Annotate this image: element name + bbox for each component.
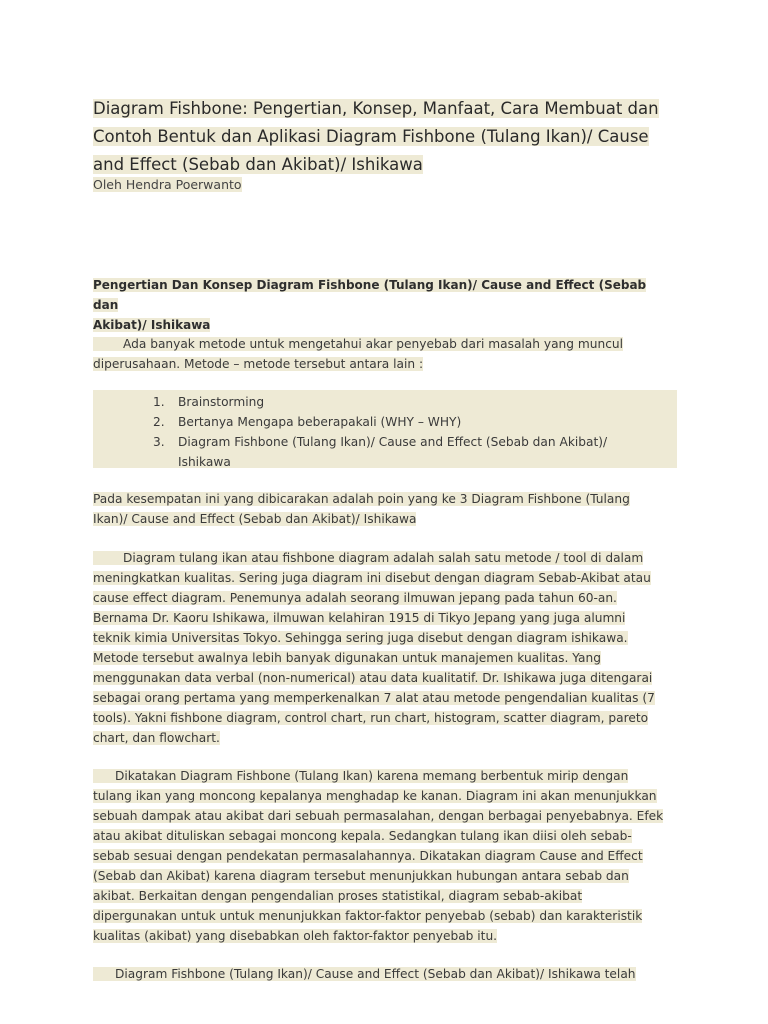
methods-list	[153, 392, 673, 472]
paragraph-line: Diagram Fishbone (Tulang Ikan)/ Cause and Effect (Sebab dan Akibat)/ Ishikawa telah	[115, 967, 636, 981]
list-item-text: Ishikawa	[178, 455, 231, 469]
section-heading	[93, 275, 653, 335]
document-title	[93, 95, 683, 179]
author-name: Oleh Hendra Poerwanto	[93, 177, 242, 192]
paragraph-line: kualitas (akibat) yang disebabkan oleh faktor-faktor penyebab itu.	[93, 929, 498, 943]
section-heading-line: Akibat)/ Ishikawa	[93, 318, 211, 332]
paragraph-line: sebagai orang pertama yang memperkenalkan 7 alat atau metode pengendalian kualitas (7	[93, 691, 655, 705]
paragraph-line: Dikatakan Diagram Fishbone (Tulang Ikan) karena memang berbentuk mirip dengan	[115, 769, 629, 783]
list-item-text: Diagram Fishbone (Tulang Ikan)/ Cause and Effect (Sebab dan Akibat)/	[178, 435, 608, 449]
title-line: Contoh Bentuk dan Aplikasi Diagram Fishbone (Tulang Ikan)/ Cause	[93, 127, 649, 146]
section-heading-line: Pengertian Dan Konsep Diagram Fishbone (Tulang Ikan)/ Cause and Effect (Sebab dan	[93, 278, 647, 312]
paragraph-line: (Sebab dan Akibat) karena diagram tersebut menunjukkan hubungan antara sebab dan	[93, 869, 629, 883]
paragraph-line: chart, dan flowchart.	[93, 731, 220, 745]
list-item-text: Bertanya Mengapa beberapakali (WHY – WHY)	[178, 415, 462, 429]
author-byline	[93, 176, 242, 194]
paragraph-line: diperusahaan. Metode – metode tersebut antara lain :	[93, 357, 424, 371]
paragraph-line: Ikan)/ Cause and Effect (Sebab dan Akibat)/ Ishikawa	[93, 512, 417, 526]
paragraph-line: Ada banyak metode untuk mengetahui akar penyebab dari masalah yang muncul	[123, 337, 624, 351]
paragraph-line: Bernama Dr. Kaoru Ishikawa, ilmuwan kelahiran 1915 di Tikyo Jepang yang juga alumni	[93, 611, 626, 625]
paragraph-line: Metode tersebut awalnya lebih banyak digunakan untuk manajemen kualitas. Yang	[93, 651, 601, 665]
paragraph-line: meningkatkan kualitas. Sering juga diagram ini disebut dengan diagram Sebab-Akibat atau	[93, 571, 651, 585]
diagram-definition-paragraph	[93, 548, 675, 748]
paragraph-line: cause effect diagram. Penemunya adalah seorang ilmuwan jepang pada tahun 60-an.	[93, 591, 617, 605]
paragraph-line: teknik kimia Universitas Tokyo. Sehingga sering juga disebut dengan diagram ishikawa.	[93, 631, 628, 645]
list-item-number: 1.	[153, 395, 165, 409]
last-paragraph	[93, 964, 675, 984]
title-line: and Effect (Sebab dan Akibat)/ Ishikawa	[93, 155, 423, 174]
list-item	[153, 392, 673, 412]
title-line: Diagram Fishbone: Pengertian, Konsep, Manfaat, Cara Membuat dan	[93, 99, 659, 118]
kesempatan-paragraph	[93, 489, 675, 529]
paragraph-line: dipergunakan untuk untuk menunjukkan faktor-faktor penyebab (sebab) dan karakteristik	[93, 909, 643, 923]
dikatakan-paragraph	[93, 766, 675, 946]
list-item	[153, 412, 673, 432]
paragraph-line: Pada kesempatan ini yang dibicarakan adalah poin yang ke 3 Diagram Fishbone (Tulang	[93, 492, 630, 506]
list-item-number: 3.	[153, 435, 165, 449]
list-item	[153, 432, 673, 472]
paragraph-line: akibat. Berkaitan dengan pengendalian proses statistikal, diagram sebab-akibat	[93, 889, 583, 903]
list-item-number: 2.	[153, 415, 165, 429]
list-item-text: Brainstorming	[178, 395, 265, 409]
intro-paragraph	[93, 334, 675, 374]
paragraph-line: sebab sesuai dengan pendekatan permasalahannya. Dikatakan diagram Cause and Effect	[93, 849, 643, 863]
paragraph-line: tulang ikan yang moncong kepalanya menghadap ke kanan. Diagram ini akan menunjukkan	[93, 789, 657, 803]
paragraph-line: menggunakan data verbal (non-numerical) atau data kualitatif. Dr. Ishikawa juga ditengarai	[93, 671, 653, 685]
paragraph-line: tools). Yakni fishbone diagram, control chart, run chart, histogram, scatter diagram, pareto	[93, 711, 649, 725]
paragraph-line: atau akibat dituliskan sebagai moncong kepala. Sedangkan tulang ikan diisi oleh sebab-	[93, 829, 632, 843]
paragraph-line: Diagram tulang ikan atau fishbone diagram adalah salah satu metode / tool di dalam	[123, 551, 644, 565]
paragraph-line: sebuah dampak atau akibat dari sebuah permasalahan, dengan berbagai penyebabnya. Efek	[93, 809, 664, 823]
